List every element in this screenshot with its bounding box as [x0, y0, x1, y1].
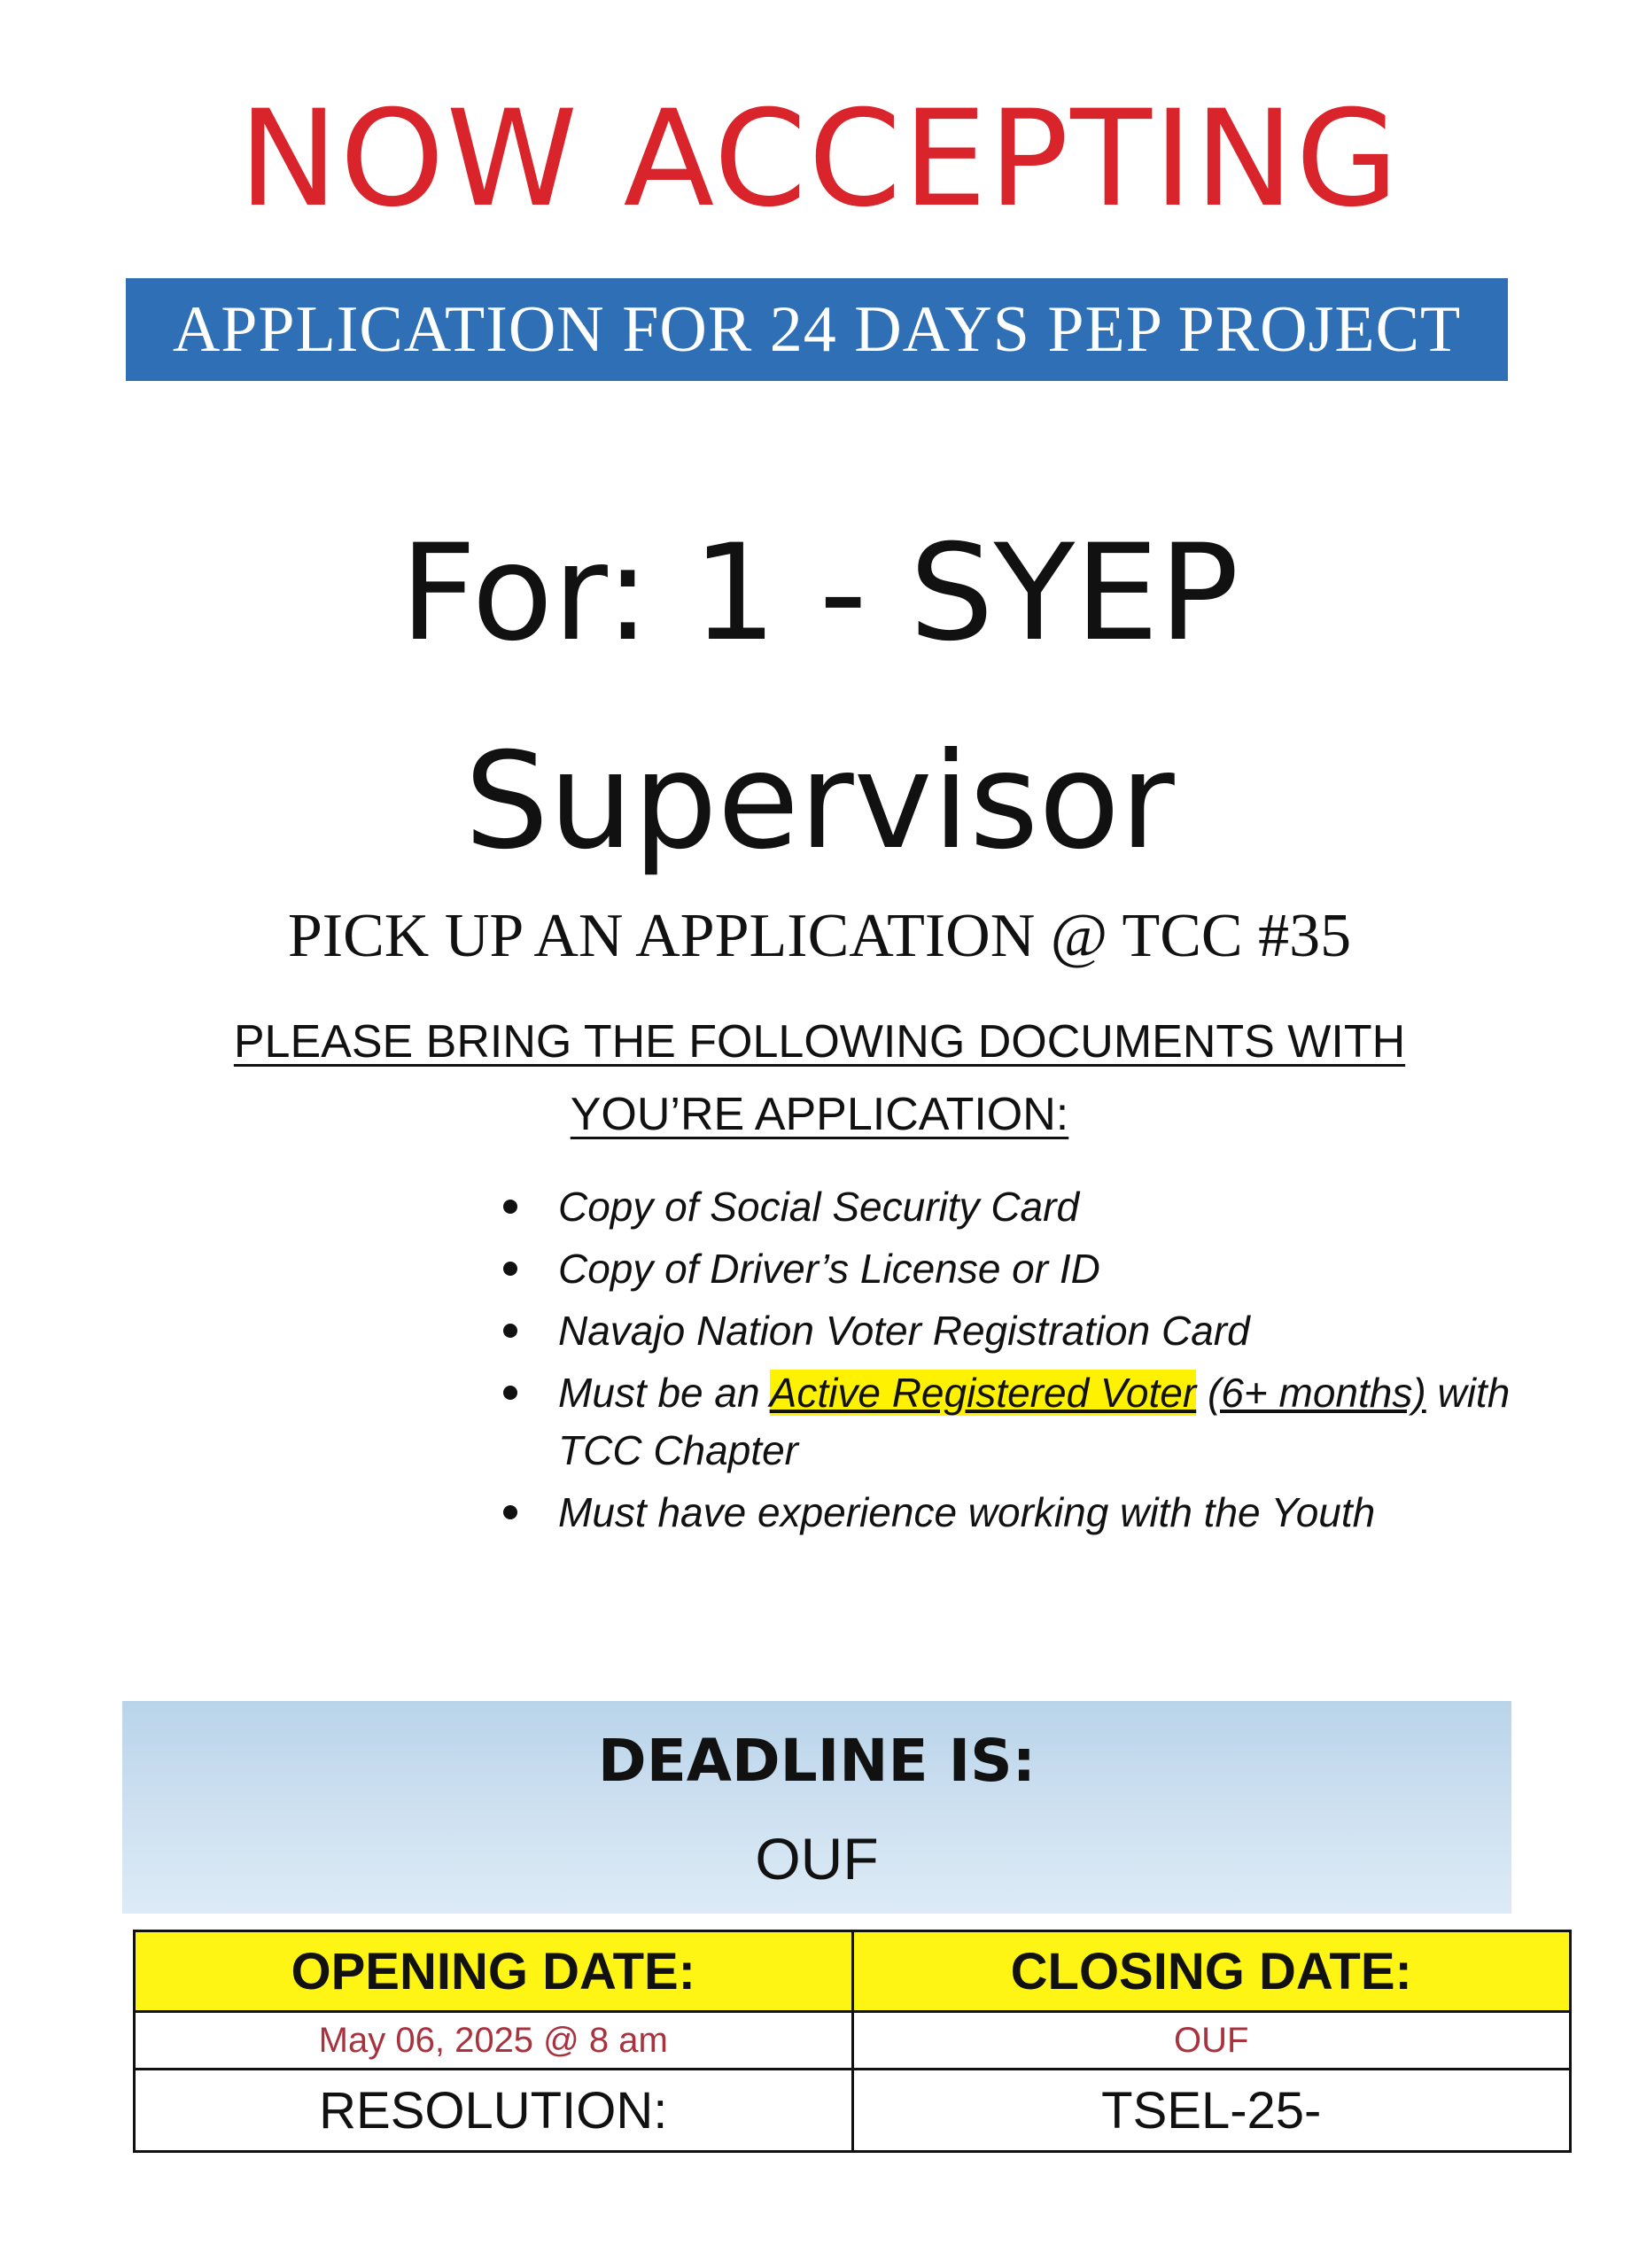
- requirements-list: [487, 1178, 1533, 1546]
- requirement-text-prefix: Must be an: [558, 1370, 770, 1416]
- opening-date-value: May 06, 2025 @ 8 am: [135, 2012, 853, 2070]
- opening-date-label: OPENING DATE:: [135, 1931, 853, 2012]
- requirement-space: [1196, 1370, 1208, 1416]
- dates-table: [133, 1930, 1572, 2153]
- deadline-box: [122, 1701, 1511, 1914]
- pickup-instructions: PICK UP AN APPLICATION @ TCC #35: [287, 902, 1352, 970]
- closing-date-value: OUF: [852, 2012, 1571, 2070]
- requirement-item: [487, 1302, 1533, 1360]
- closing-date-label: CLOSING DATE:: [852, 1931, 1571, 2012]
- requirement-text: Copy of Driver’s License or ID: [558, 1246, 1100, 1292]
- requirement-text: Navajo Nation Voter Registration Card: [558, 1308, 1250, 1354]
- requirement-item: [487, 1484, 1533, 1542]
- bullet-icon: [503, 1505, 517, 1519]
- documents-heading: [195, 1006, 1444, 1151]
- project-banner: APPLICATION FOR 24 DAYS PEP PROJECT: [126, 278, 1508, 381]
- months-requirement: (6+ months): [1207, 1370, 1426, 1416]
- table-row: [135, 2012, 1571, 2070]
- resolution-label: RESOLUTION:: [135, 2070, 853, 2152]
- requirement-text: Must have experience working with the Youth: [558, 1489, 1376, 1535]
- highlighted-requirement: Active Registered Voter: [769, 1370, 1197, 1416]
- requirement-item: [487, 1178, 1533, 1236]
- bullet-icon: [503, 1200, 517, 1214]
- position-title-line1: For: 1 - SYEP: [400, 517, 1239, 671]
- documents-heading-line2: YOU’RE APPLICATION:: [570, 1089, 1069, 1140]
- bullet-icon: [503, 1386, 517, 1400]
- requirement-item: [487, 1240, 1533, 1298]
- resolution-value: TSEL-25-: [852, 2070, 1571, 2152]
- deadline-label: DEADLINE IS:: [597, 1727, 1037, 1795]
- requirement-text-suffix: with TCC Chapter: [558, 1370, 1511, 1473]
- deadline-value: OUF: [755, 1826, 879, 1891]
- requirement-item: [487, 1364, 1533, 1480]
- bullet-icon: [503, 1324, 517, 1338]
- table-row: [135, 1931, 1571, 2012]
- documents-heading-line1: PLEASE BRING THE FOLLOWING DOCUMENTS WITH: [233, 1016, 1406, 1068]
- headline: NOW ACCEPTING: [238, 82, 1401, 237]
- bullet-icon: [503, 1262, 517, 1276]
- position-title-line2: Supervisor: [464, 725, 1175, 879]
- table-row: [135, 2070, 1571, 2152]
- requirement-text: Copy of Social Security Card: [558, 1184, 1080, 1230]
